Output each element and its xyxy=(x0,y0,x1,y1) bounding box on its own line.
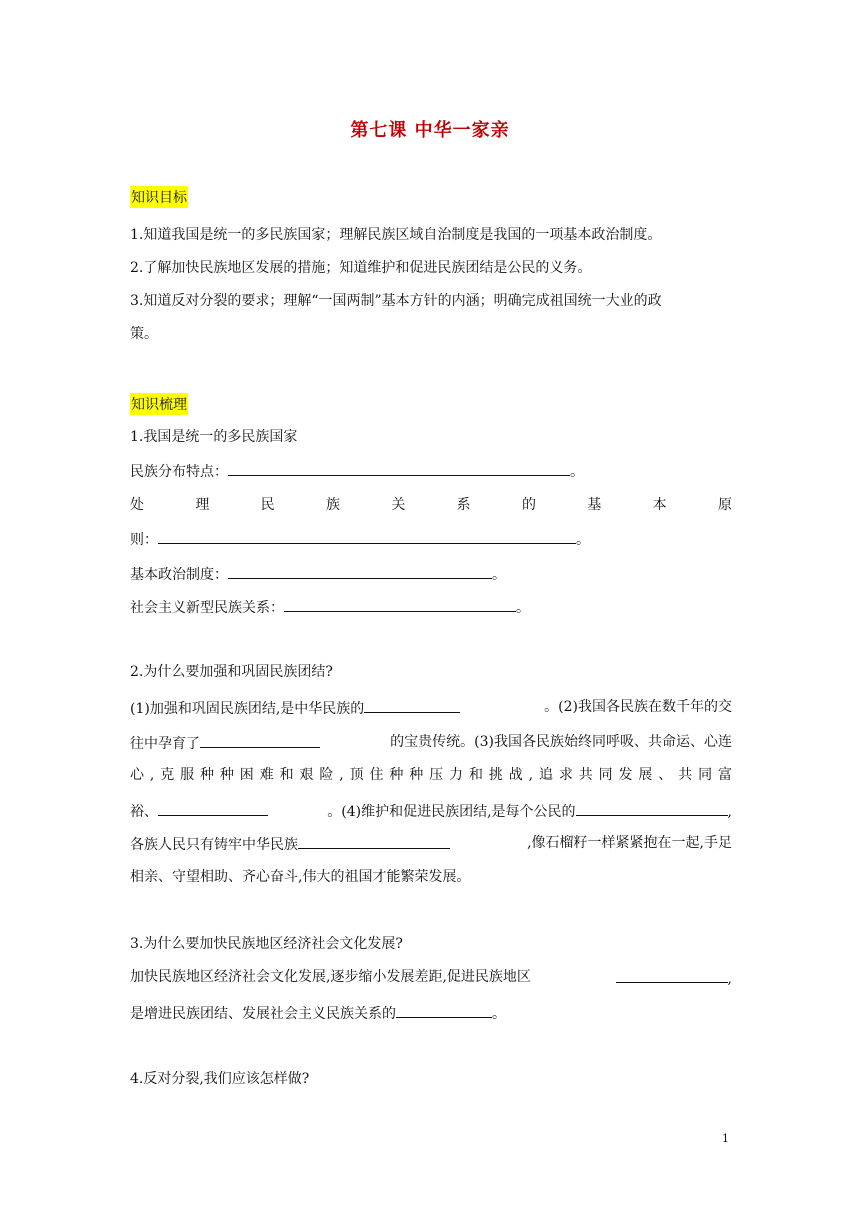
q2-row-1: (1)加强和巩固民族团结,是中华民族的 。(2)我国各民族在数千年的交 xyxy=(130,699,732,717)
char: 和 xyxy=(468,767,483,783)
char: 力 xyxy=(449,767,464,783)
char: , xyxy=(149,767,155,783)
blank-field[interactable] xyxy=(228,564,492,579)
q1-principle-row: 处 理 民 族 关 系 的 基 本 原 xyxy=(130,497,732,513)
goal-3: 3.知道反对分裂的要求；理解“一国两制”基本方针的内涵；明确完成祖国统一大业的政 xyxy=(130,293,662,309)
char: 险 xyxy=(319,767,334,783)
char: 艰 xyxy=(299,767,314,783)
q3-row-1: 加快民族地区经济社会文化发展,逐步缩小发展差距,促进民族地区 , xyxy=(130,969,732,987)
blank-field[interactable] xyxy=(158,801,268,816)
char: 同 xyxy=(598,767,613,783)
char: 种 xyxy=(409,767,424,783)
char: 求 xyxy=(558,767,573,783)
char: 共 xyxy=(578,767,593,783)
blank-field[interactable] xyxy=(364,698,460,713)
q2-row-4: 裕、 。(4)维护和促进民族团结,是每个公民的 , xyxy=(130,801,732,821)
blank-field[interactable] xyxy=(284,597,516,612)
q4-heading: 4.反对分裂,我们应该怎样做? xyxy=(130,1071,310,1087)
char: 困 xyxy=(239,767,254,783)
char: , xyxy=(528,767,534,783)
char: 住 xyxy=(369,767,384,783)
blank-field[interactable] xyxy=(576,801,728,816)
char: 富 xyxy=(717,767,732,783)
goal-2: 2.了解加快民族地区发展的措施；知道维护和促进民族团结是公民的义务。 xyxy=(130,260,592,276)
q1-distribution: 民族分布特点： 。 xyxy=(130,461,732,481)
blank-field[interactable] xyxy=(200,733,320,748)
char: 共 xyxy=(678,767,693,783)
char: 压 xyxy=(429,767,444,783)
q1-heading: 1.我国是统一的多民族国家 xyxy=(130,429,298,445)
outline-heading: 知识梳理 xyxy=(130,393,188,415)
goals-heading: 知识目标 xyxy=(130,186,188,208)
blank-field[interactable] xyxy=(298,834,450,849)
q2-heading: 2.为什么要加强和巩固民族团结? xyxy=(130,664,333,680)
q2-row-3 xyxy=(130,766,732,784)
char: 同 xyxy=(698,767,713,783)
char: 追 xyxy=(538,767,553,783)
char: 种 xyxy=(389,767,404,783)
goal-1: 1.知道我国是统一的多民族国家；理解民族区域自治制度是我国的一项基本政治制度。 xyxy=(130,227,662,243)
char: 和 xyxy=(279,767,294,783)
char: 种 xyxy=(200,767,215,783)
q2-row-5: 各族人民只有铸牢中华民族 ,像石榴籽一样紧紧抱在一起,手足 xyxy=(130,835,732,853)
char: 心 xyxy=(130,767,144,783)
char: 种 xyxy=(219,767,234,783)
char: 发 xyxy=(618,767,633,783)
q3-row-2: 是增进民族团结、发展社会主义民族关系的 。 xyxy=(130,1003,732,1023)
goal-3-cont: 策。 xyxy=(130,326,158,342)
char: 、 xyxy=(658,767,673,783)
blank-field[interactable] xyxy=(396,1003,492,1018)
blank-field[interactable] xyxy=(228,461,570,476)
char: 挑 xyxy=(488,767,503,783)
q1-principle-blank: 则： 。 xyxy=(130,529,732,549)
page-title: 第七课 中华一家亲 xyxy=(350,120,510,141)
char: 服 xyxy=(180,767,195,783)
char: 难 xyxy=(259,767,274,783)
char: 克 xyxy=(160,767,175,783)
blank-field[interactable] xyxy=(616,968,728,983)
q1-relation: 社会主义新型民族关系： 。 xyxy=(130,597,732,617)
char: 展 xyxy=(638,767,653,783)
blank-field[interactable] xyxy=(158,529,576,544)
q2-row-2: 往中孕育了 的宝贵传统。(3)我国各民族始终同呼吸、共命运、心连 xyxy=(130,734,732,752)
char: 顶 xyxy=(349,767,364,783)
q1-system: 基本政治制度： 。 xyxy=(130,564,732,584)
q2-row-6: 相亲、守望相助、齐心奋斗,伟大的祖国才能繁荣发展。 xyxy=(130,869,471,885)
q3-heading: 3.为什么要加快民族地区经济社会文化发展? xyxy=(130,936,403,952)
char: 战 xyxy=(508,767,523,783)
char: , xyxy=(339,767,344,783)
page-number: 1 xyxy=(722,1132,729,1145)
